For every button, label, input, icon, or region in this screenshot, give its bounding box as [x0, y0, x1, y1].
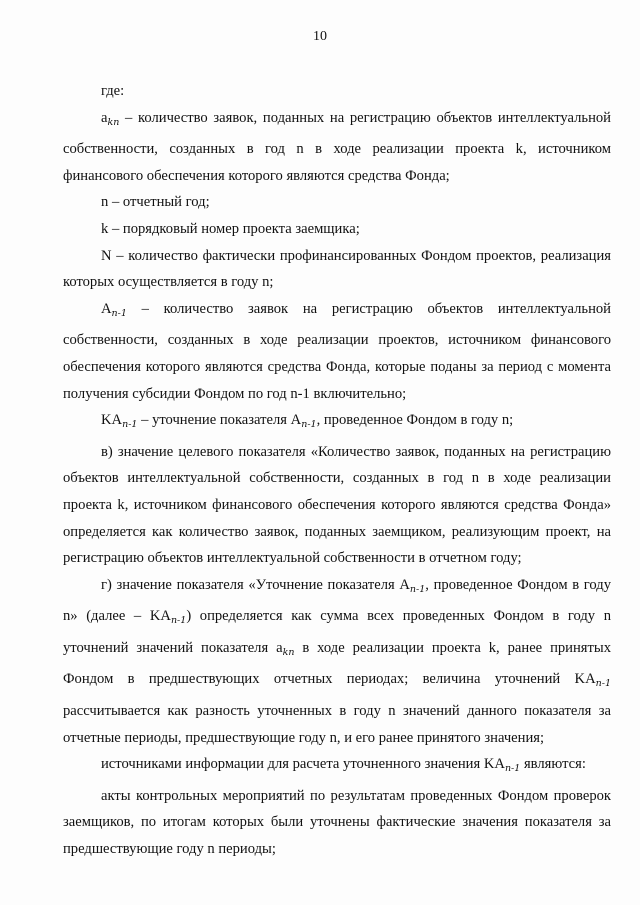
- paragraph-1: где:: [101, 83, 125, 99]
- paragraph-4: k – порядковый номер проекта заемщика;: [101, 220, 360, 237]
- page-number: 10: [313, 29, 327, 44]
- document-body: [63, 78, 611, 863]
- paragraph-7: $KA_{n-1}$ – уточнение показателя $A_{n-1}$, проведенное Фондом в году n;: [101, 412, 514, 431]
- math-symbol: $KA_{n-1}$: [101, 412, 138, 431]
- paragraph-5: N – количество фактически профинансированных Фондом проектов, реализация которых осуществляется в году n;: [63, 247, 611, 291]
- paragraph-11: акты контрольных мероприятий по результатам проведенных Фондом проверок заемщиков, по итогам которых были уточнены фактические значения показателя за предшествующие году n периоды;: [63, 787, 611, 858]
- paragraph-6: $A_{n-1}$ – количество заявок на регистрацию объектов интеллектуальной собственности, созданных в ходе реализации проектов, источником финансового обеспечения которого являются средства Фонда, которые поданы за период с момента получения субсидии Фондом по год n-1 включительно;: [63, 300, 611, 402]
- math-symbol: $A_{n-1}$: [399, 576, 426, 595]
- math-symbol: $a_{kn}$: [276, 639, 295, 658]
- math-symbol: $KA_{n-1}$: [483, 756, 521, 775]
- math-symbol: $KA_{n-1}$: [574, 671, 611, 690]
- paragraph-2: $a_{kn}$ – количество заявок, поданных на регистрацию объектов интеллектуальной собственности, созданных в год n в ходе реализации проекта k, источником финансового обеспечения которого являются средства Фонда;: [63, 109, 611, 184]
- math-symbol: $a_{kn}$: [101, 109, 120, 128]
- paragraph-3: n – отчетный год;: [101, 194, 210, 211]
- paragraph-8: в) значение целевого показателя «Количество заявок, поданных на регистрацию объектов интеллектуальной собственности, созданных в год n в ходе реализации проекта k, источником финансового обеспечения которого являются средства Фонда» определяется как количество заявок, поданных заемщиком, реализующим проект, на регистрацию объектов интеллектуальной собственности в отчетном году;: [63, 443, 611, 567]
- math-symbol: $KA_{n-1}$: [149, 608, 187, 627]
- math-symbol: $A_{n-1}$: [290, 412, 317, 431]
- math-symbol: $A_{n-1}$: [101, 300, 127, 319]
- paragraph-9: г) значение показателя «Уточнение показателя $A_{n-1}$, проведенное Фондом в году n» (далее – $KA_{n-1}$) определяется как сумма всех проведенных Фондом в году n уточнений значений показателя $a_{kn}$ в ходе реализации проекта k, ранее принятых Фондом в предшествующих отчетных периодах; величина уточнений $KA_{n-1}$ рассчитывается как разность уточненных в году n значений данного показателя за отчетные периоды, предшествующие году n, и его ранее принятого значения;: [63, 576, 611, 746]
- paragraph-10: источниками информации для расчета уточненного значения $KA_{n-1}$ являются:: [101, 756, 586, 775]
